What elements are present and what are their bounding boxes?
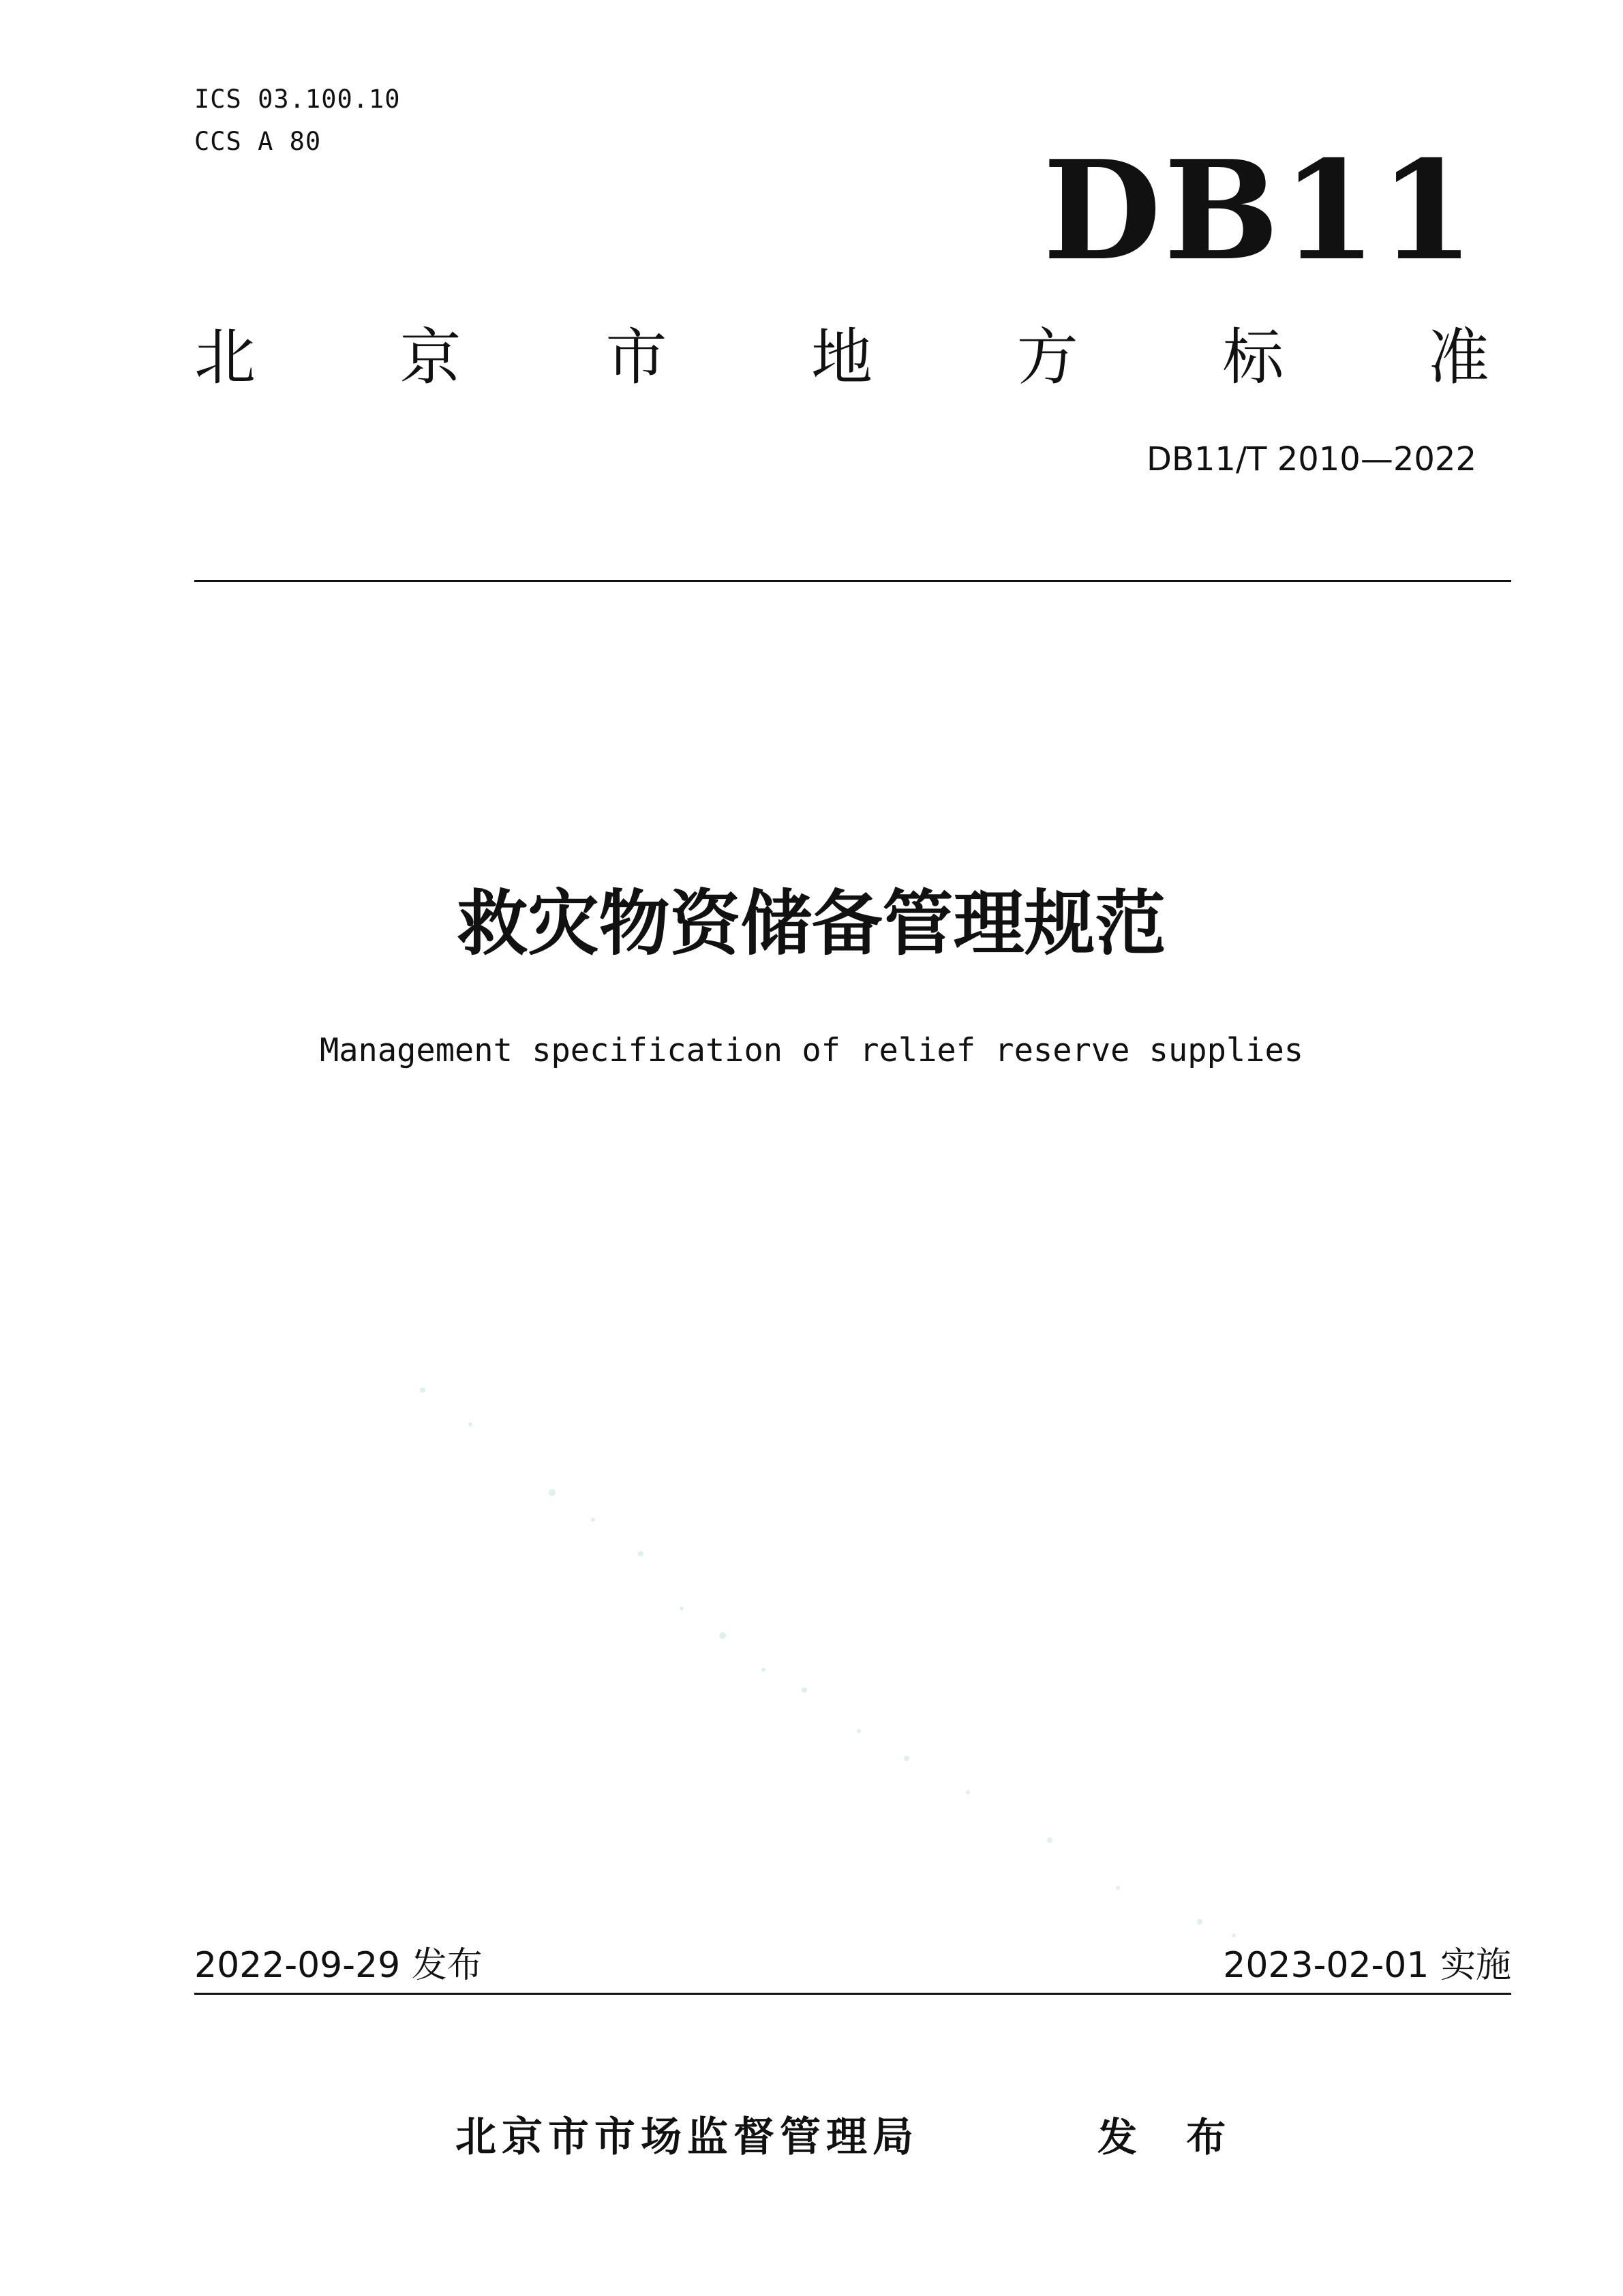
standard-type-heading	[194, 320, 1489, 395]
standard-number: DB11/T 2010—2022	[1146, 440, 1476, 478]
faint-watermark-speckles	[382, 1349, 1336, 1949]
db11-logo: DB11	[1043, 131, 1477, 291]
ics-code: ICS 03.100.10	[194, 85, 401, 114]
document-title-english: Management specification of relief reserve supplies	[319, 1032, 1304, 1069]
issuing-authority: 北京市市场监督管理局	[455, 2113, 919, 2161]
bottom-divider	[194, 1993, 1511, 1995]
standard-type-char: 市	[605, 322, 667, 393]
standard-type-char: 地	[810, 322, 873, 393]
publish-date: 2022-09-29 发布	[194, 1945, 483, 1986]
standard-type-char: 标	[1222, 322, 1284, 393]
standard-type-char: 北	[194, 322, 256, 393]
top-divider	[194, 580, 1511, 582]
ccs-code: CCS A 80	[194, 127, 322, 156]
standard-type-char: 准	[1427, 322, 1489, 393]
standard-type-char: 方	[1016, 322, 1078, 393]
standard-type-char: 京	[399, 322, 461, 393]
issue-label: 发 布	[1097, 2114, 1244, 2160]
document-title-chinese: 救灾物资储备管理规范	[457, 882, 1166, 965]
implementation-date: 2023-02-01 实施	[1223, 1945, 1511, 1986]
